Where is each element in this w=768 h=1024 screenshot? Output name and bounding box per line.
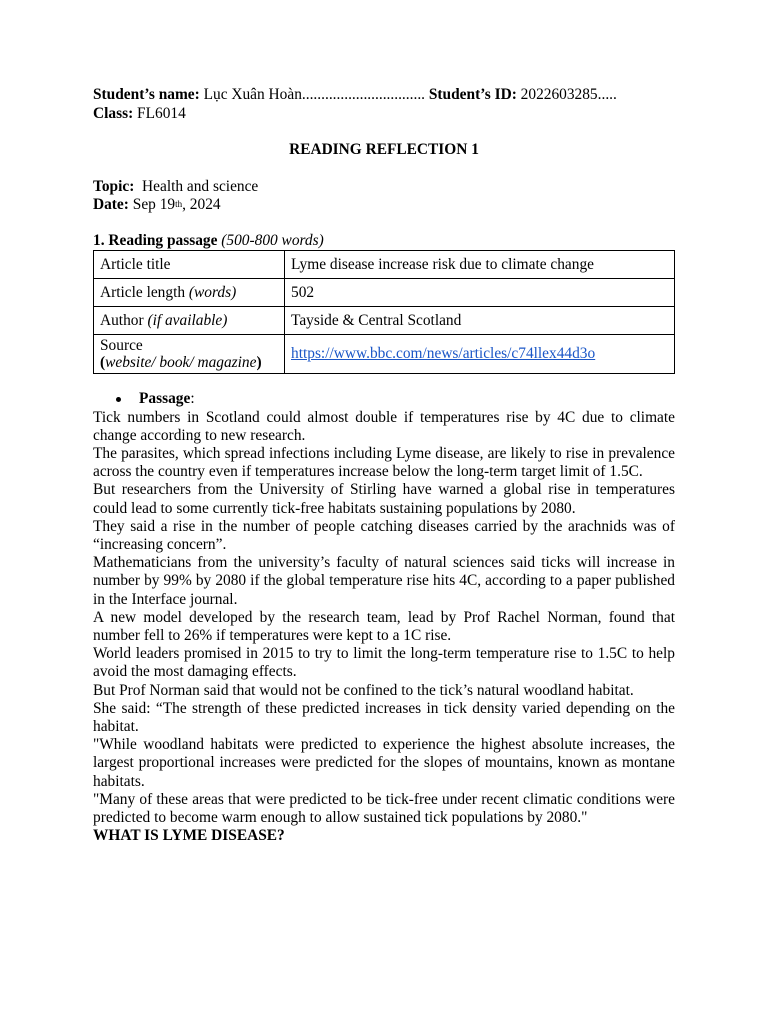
student-name-value: Lục Xuân Hoàn................................ <box>199 86 429 103</box>
passage-paragraph: "While woodland habitats were predicted to experience the highest absolute increases, the largest proportional increases were predicted for the slopes of mountains, known as montane habitats. <box>93 736 675 790</box>
student-id-label: Student’s ID: <box>428 86 517 103</box>
article-title-value: Lyme disease increase risk due to climate change <box>285 251 675 279</box>
passage-paragraph: Tick numbers in Scotland could almost double if temperatures rise by 4C due to climate change according to new research. <box>93 408 675 444</box>
document-title: READING REFLECTION 1 <box>289 141 479 158</box>
passage-paragraph: She said: “The strength of these predicted increases in tick density varied depending on the habitat. <box>93 699 675 735</box>
passage-paragraph: "Many of these areas that were predicted to be tick-free under recent climatic conditions were predicted to become warm enough to allow sustained tick populations by 2080." <box>93 790 675 826</box>
student-name-label: Student’s name: <box>93 86 200 103</box>
date-line: Date: Sep 19th, 2024 <box>93 196 221 213</box>
author-label: Author (if available) <box>94 307 285 335</box>
document-page <box>93 86 675 846</box>
student-id-value: 2022603285..... <box>516 86 617 103</box>
passage-label: Passage <box>139 390 191 407</box>
article-length-value: 502 <box>285 279 675 307</box>
passage-subheading: WHAT IS LYME DISEASE? <box>93 827 285 845</box>
topic-value: Health and science <box>134 177 259 195</box>
passage-body <box>93 409 675 846</box>
passage-paragraph: But Prof Norman said that would not be confined to the tick’s natural woodland habitat. <box>93 681 634 699</box>
passage-paragraph: The parasites, which spread infections including Lyme disease, are likely to rise in prevalence across the country even if temperatures increase below the long-term target limit of 1.5C. <box>93 444 675 481</box>
source-value <box>285 335 675 374</box>
date-label: Date: <box>93 196 129 213</box>
passage-paragraph: Mathematicians from the university’s faculty of natural sciences said ticks will increase in number by 99% by 2080 if the global temperature rise hits 4C, according to a paper published in the Interface journal. <box>93 554 675 608</box>
topic-label: Topic: <box>93 177 135 195</box>
table-row <box>94 279 675 307</box>
class-line <box>93 105 675 124</box>
table-row <box>94 335 675 374</box>
article-info-table <box>93 250 675 374</box>
source-link[interactable]: https://www.bbc.com/news/articles/c74llex44d3o <box>291 345 596 362</box>
passage-paragraph: World leaders promised in 2015 to try to limit the long-term temperature rise to 1.5C to help avoid the most damaging effects. <box>93 645 675 681</box>
source-label: Source (website/ book/ magazine) <box>94 335 285 374</box>
passage-paragraph: A new model developed by the research team, lead by Prof Rachel Norman, found that number fell to 26% if temperatures were kept to a 1C rise. <box>93 608 675 644</box>
author-value: Tayside & Central Scotland <box>285 307 675 335</box>
class-label: Class: <box>93 104 134 122</box>
article-length-label: Article length (words) <box>94 279 285 307</box>
section-heading: 1. Reading passage (500-800 words) <box>93 231 324 249</box>
section-note: (500-800 words) <box>217 231 324 249</box>
date-suffix: th <box>175 199 183 209</box>
topic-line <box>93 178 675 197</box>
passage-paragraph: But researchers from the University of Stirling have warned a global rise in temperatures could lead to some currently tick-free habitats sustaining populations by 2080. <box>93 481 675 517</box>
class-value: FL6014 <box>133 104 186 122</box>
student-info-line <box>93 86 675 105</box>
passage-bullet: Passage: <box>93 390 675 409</box>
article-title-label: Article title <box>94 251 285 279</box>
passage-paragraph: They said a rise in the number of people catching diseases carried by the arachnids was of “increasing concern”. <box>93 517 675 553</box>
bullet-icon <box>116 397 121 402</box>
table-row <box>94 307 675 335</box>
table-row <box>94 251 675 279</box>
